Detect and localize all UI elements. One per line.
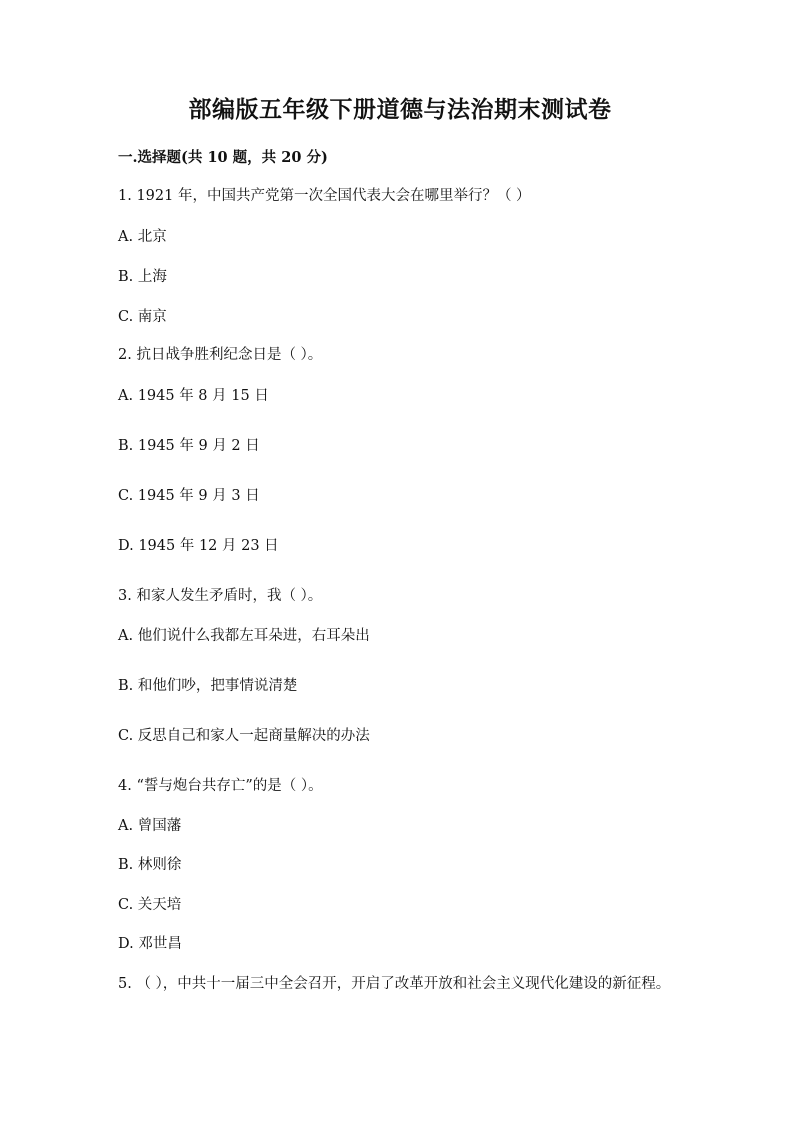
question-option: B. 和他们吵，把事情说清楚 <box>118 678 298 694</box>
question-option: C. 关天培 <box>118 897 182 913</box>
question-option: C. 反思自己和家人一起商量解决的办法 <box>118 728 370 744</box>
question-option: B. 林则徐 <box>118 857 182 873</box>
question-stem: 4. “誓与炮台共存亡”的是（ ）。 <box>118 778 323 794</box>
question-option: C. 1945 年 9 月 3 日 <box>118 488 260 504</box>
question-option: A. 他们说什么我都左耳朵进，右耳朵出 <box>118 628 370 644</box>
question-option: B. 上海 <box>118 269 167 285</box>
section-heading: 一.选择题(共 10 题，共 20 分) <box>118 149 328 166</box>
question-option: B. 1945 年 9 月 2 日 <box>118 438 260 454</box>
question-stem: 1. 1921 年，中国共产党第一次全国代表大会在哪里举行？（ ） <box>118 188 531 204</box>
question-option: D. 1945 年 12 月 23 日 <box>118 538 279 554</box>
question-option: A. 曾国藩 <box>118 818 182 834</box>
question-stem: 3. 和家人发生矛盾时，我（ ）。 <box>118 588 323 604</box>
page-title: 部编版五年级下册道德与法治期末测试卷 <box>188 96 612 123</box>
question-option: D. 邓世昌 <box>118 936 182 952</box>
question-option: A. 1945 年 8 月 15 日 <box>118 388 269 404</box>
question-stem: 5. （ ），中共十一届三中全会召开，开启了改革开放和社会主义现代化建设的新征程。 <box>118 976 671 992</box>
question-option: C. 南京 <box>118 309 167 325</box>
question-option: A. 北京 <box>118 229 167 245</box>
question-stem: 2. 抗日战争胜利纪念日是（ ）。 <box>118 347 323 363</box>
